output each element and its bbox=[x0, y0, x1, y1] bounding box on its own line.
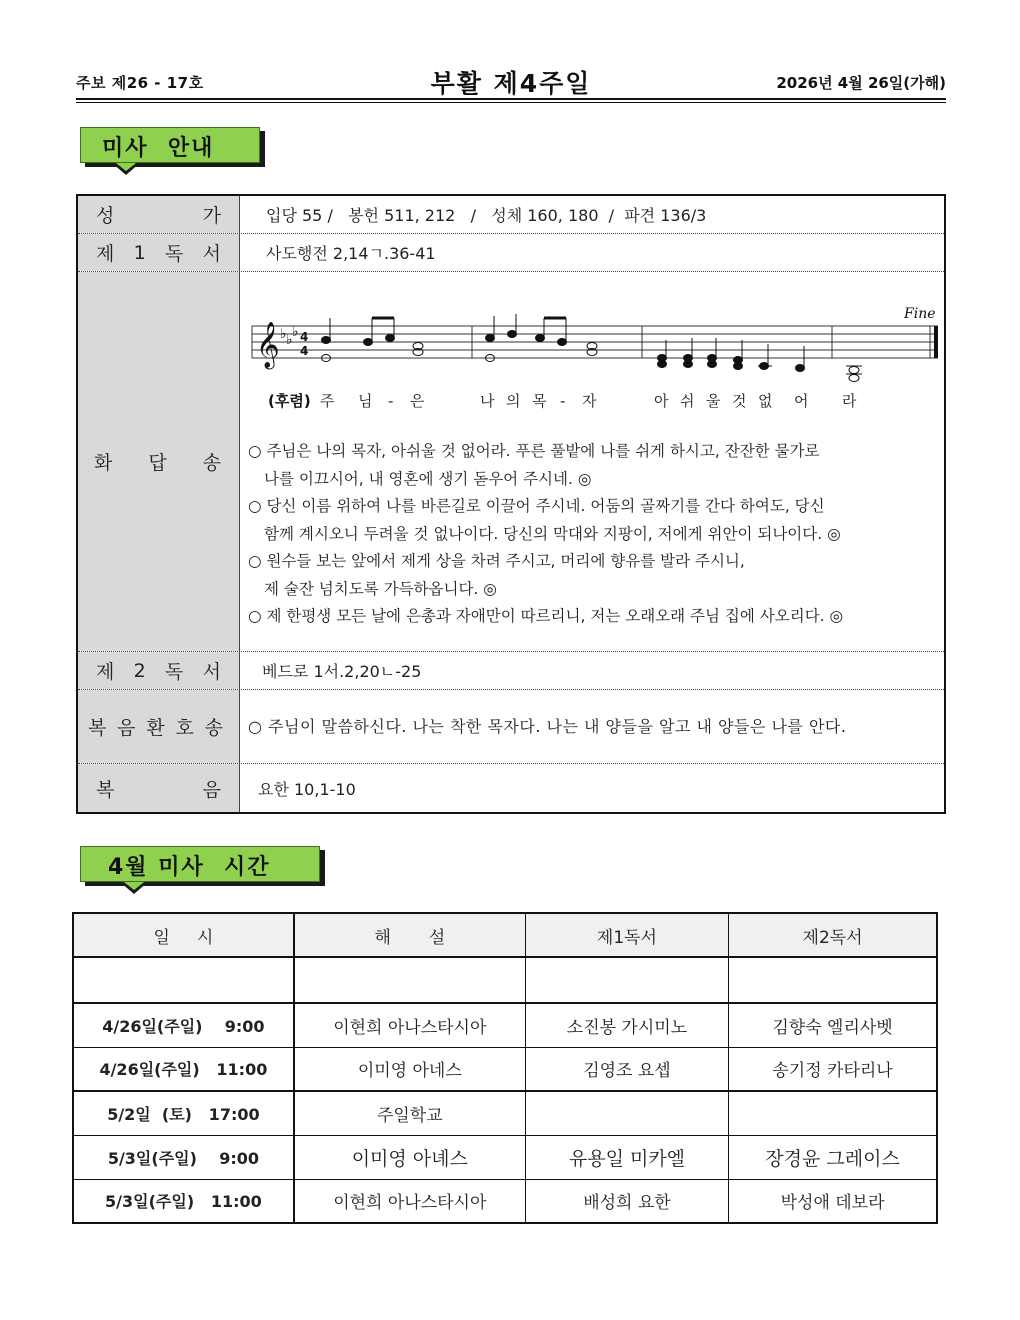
svg-text:없: 없 bbox=[758, 392, 773, 410]
section-label-schedule bbox=[80, 846, 330, 886]
guide-label-reading2: 제 2 독 서 bbox=[78, 652, 240, 689]
guide-value-reading2: 베드로 1서.2,20ㄴ-25 bbox=[262, 662, 422, 681]
section-label-text: 4월 미사 시간 bbox=[108, 855, 271, 880]
mass-guide-table bbox=[76, 194, 946, 814]
svg-text:-: - bbox=[388, 392, 394, 410]
guide-label-psalm: 화 답 송 bbox=[78, 272, 240, 651]
svg-text:의: 의 bbox=[506, 392, 521, 410]
refrain-lyrics bbox=[320, 392, 857, 410]
svg-text:님: 님 bbox=[358, 392, 373, 410]
guide-value-gospel: 요한 10,1-10 bbox=[258, 779, 356, 799]
guide-label-acclamation: 복 음 환 호 송 bbox=[78, 690, 240, 763]
svg-text:은: 은 bbox=[410, 392, 425, 410]
svg-text:-: - bbox=[560, 392, 566, 410]
music-notes bbox=[322, 314, 863, 382]
table-header-row bbox=[73, 913, 937, 957]
psalm-music-score bbox=[250, 302, 940, 412]
mass-schedule-table bbox=[72, 912, 938, 1224]
column-header-reading2: 제2독서 bbox=[729, 913, 937, 957]
svg-text:주: 주 bbox=[320, 392, 335, 410]
psalm-verse-4: ○ 제 한평생 모든 날에 은총과 자애만이 따르리니, 저는 오래오래 주님 집에 사오리다. ◎ bbox=[248, 607, 844, 625]
guide-row-psalm bbox=[78, 272, 944, 652]
fine-mark: Fine bbox=[904, 306, 936, 322]
guide-label-hymn: 성 가 bbox=[78, 196, 240, 233]
treble-clef-icon: 𝄞 bbox=[256, 322, 280, 368]
flat-icon: ♭ bbox=[286, 332, 293, 348]
svg-text:것: 것 bbox=[732, 392, 747, 410]
refrain-tag: (후렴) bbox=[268, 392, 311, 410]
psalm-content bbox=[240, 272, 944, 651]
svg-text:나: 나 bbox=[480, 392, 495, 410]
guide-value-acclamation: ○ 주님이 말씀하신다. 나는 착한 목자다. 나는 내 양들을 알고 내 양들은 나를 안다. bbox=[248, 716, 847, 736]
table-row: 5/3일(주일) 11:00 이현희 아나스타시아 배성희 요한 박성애 데보라 bbox=[73, 1179, 937, 1223]
guide-value-reading1: 사도행전 2,14ㄱ.36-41 bbox=[266, 244, 436, 263]
header-rule-thin bbox=[76, 102, 946, 103]
header-rule bbox=[76, 98, 946, 100]
svg-text:어: 어 bbox=[794, 392, 809, 410]
svg-text:쉬: 쉬 bbox=[680, 392, 695, 410]
table-row: 4/26일(주일) 9:00 이현희 아나스타시아 소진봉 가시미노 김향숙 엘리사벳 bbox=[73, 1003, 937, 1047]
svg-text:목: 목 bbox=[532, 392, 547, 410]
flat-icon: ♭ bbox=[292, 324, 299, 340]
table-row-empty bbox=[73, 957, 937, 1003]
guide-value-hymn: 입당 55 / 봉헌 511, 212 / 성체 160, 180 / 파견 136/3 bbox=[266, 206, 707, 225]
guide-row-reading1 bbox=[78, 234, 944, 272]
bulletin-date: 2026년 4월 26일(가해) bbox=[776, 74, 946, 92]
psalm-verse-1: ○ 주님은 나의 목자, 아쉬울 것 없어라. 푸른 풀밭에 나를 쉬게 하시고, 잔잔한 물가로 나를 이끄시어, 내 영혼에 생기 돋우어 주시네. ◎ bbox=[248, 442, 820, 488]
guide-row-reading2 bbox=[78, 652, 944, 690]
section-label-mass-guide bbox=[80, 127, 270, 167]
table-row: 4/26일(주일) 11:00 이미영 아네스 김영조 요셉 송기정 카타리나 bbox=[73, 1047, 937, 1091]
guide-label-reading1: 제 1 독 서 bbox=[78, 234, 240, 271]
guide-row-hymn bbox=[78, 196, 944, 234]
svg-text:아: 아 bbox=[654, 392, 669, 410]
issue-number: 주보 제26 - 17호 bbox=[76, 74, 204, 92]
svg-text:4: 4 bbox=[300, 330, 309, 344]
guide-row-gospel bbox=[78, 764, 944, 812]
arrow-down-icon-inner bbox=[116, 163, 136, 171]
psalm-verses bbox=[248, 438, 943, 631]
table-row: 5/3일(주일) 9:00 이미영 아녜스 유용일 미카엘 장경윤 그레이스 bbox=[73, 1135, 937, 1179]
flat-icon: ♭ bbox=[280, 326, 287, 342]
column-header-datetime: 일 시 bbox=[73, 913, 294, 957]
guide-row-acclamation bbox=[78, 690, 944, 764]
column-header-commentator: 해 설 bbox=[294, 913, 525, 957]
psalm-verse-3: ○ 원수들 보는 앞에서 제게 상을 차려 주시고, 머리에 향유를 발라 주시니, 제 술잔 넘치도록 가득하옵니다. ◎ bbox=[248, 552, 745, 598]
svg-text:4: 4 bbox=[300, 344, 309, 358]
psalm-verse-2: ○ 당신 이름 위하여 나를 바른길로 이끌어 주시네. 어둠의 골짜기를 간다 하여도, 당신 함께 계시오니 두려울 것 없나이다. 당신의 막대와 지팡이, 저에게 위안이 되나이다. ◎ bbox=[248, 497, 841, 543]
table-row: 5/2일 (토) 17:00 주일학교 bbox=[73, 1091, 937, 1135]
guide-label-gospel: 복 음 bbox=[78, 764, 240, 812]
column-header-reading1: 제1독서 bbox=[525, 913, 728, 957]
arrow-down-icon-inner bbox=[124, 882, 144, 890]
svg-text:자: 자 bbox=[582, 392, 597, 410]
section-label-text: 미사 안내 bbox=[102, 136, 215, 161]
svg-text:라: 라 bbox=[842, 392, 857, 410]
svg-text:울: 울 bbox=[706, 392, 721, 410]
page-title: 부활 제4주일 bbox=[430, 69, 592, 98]
